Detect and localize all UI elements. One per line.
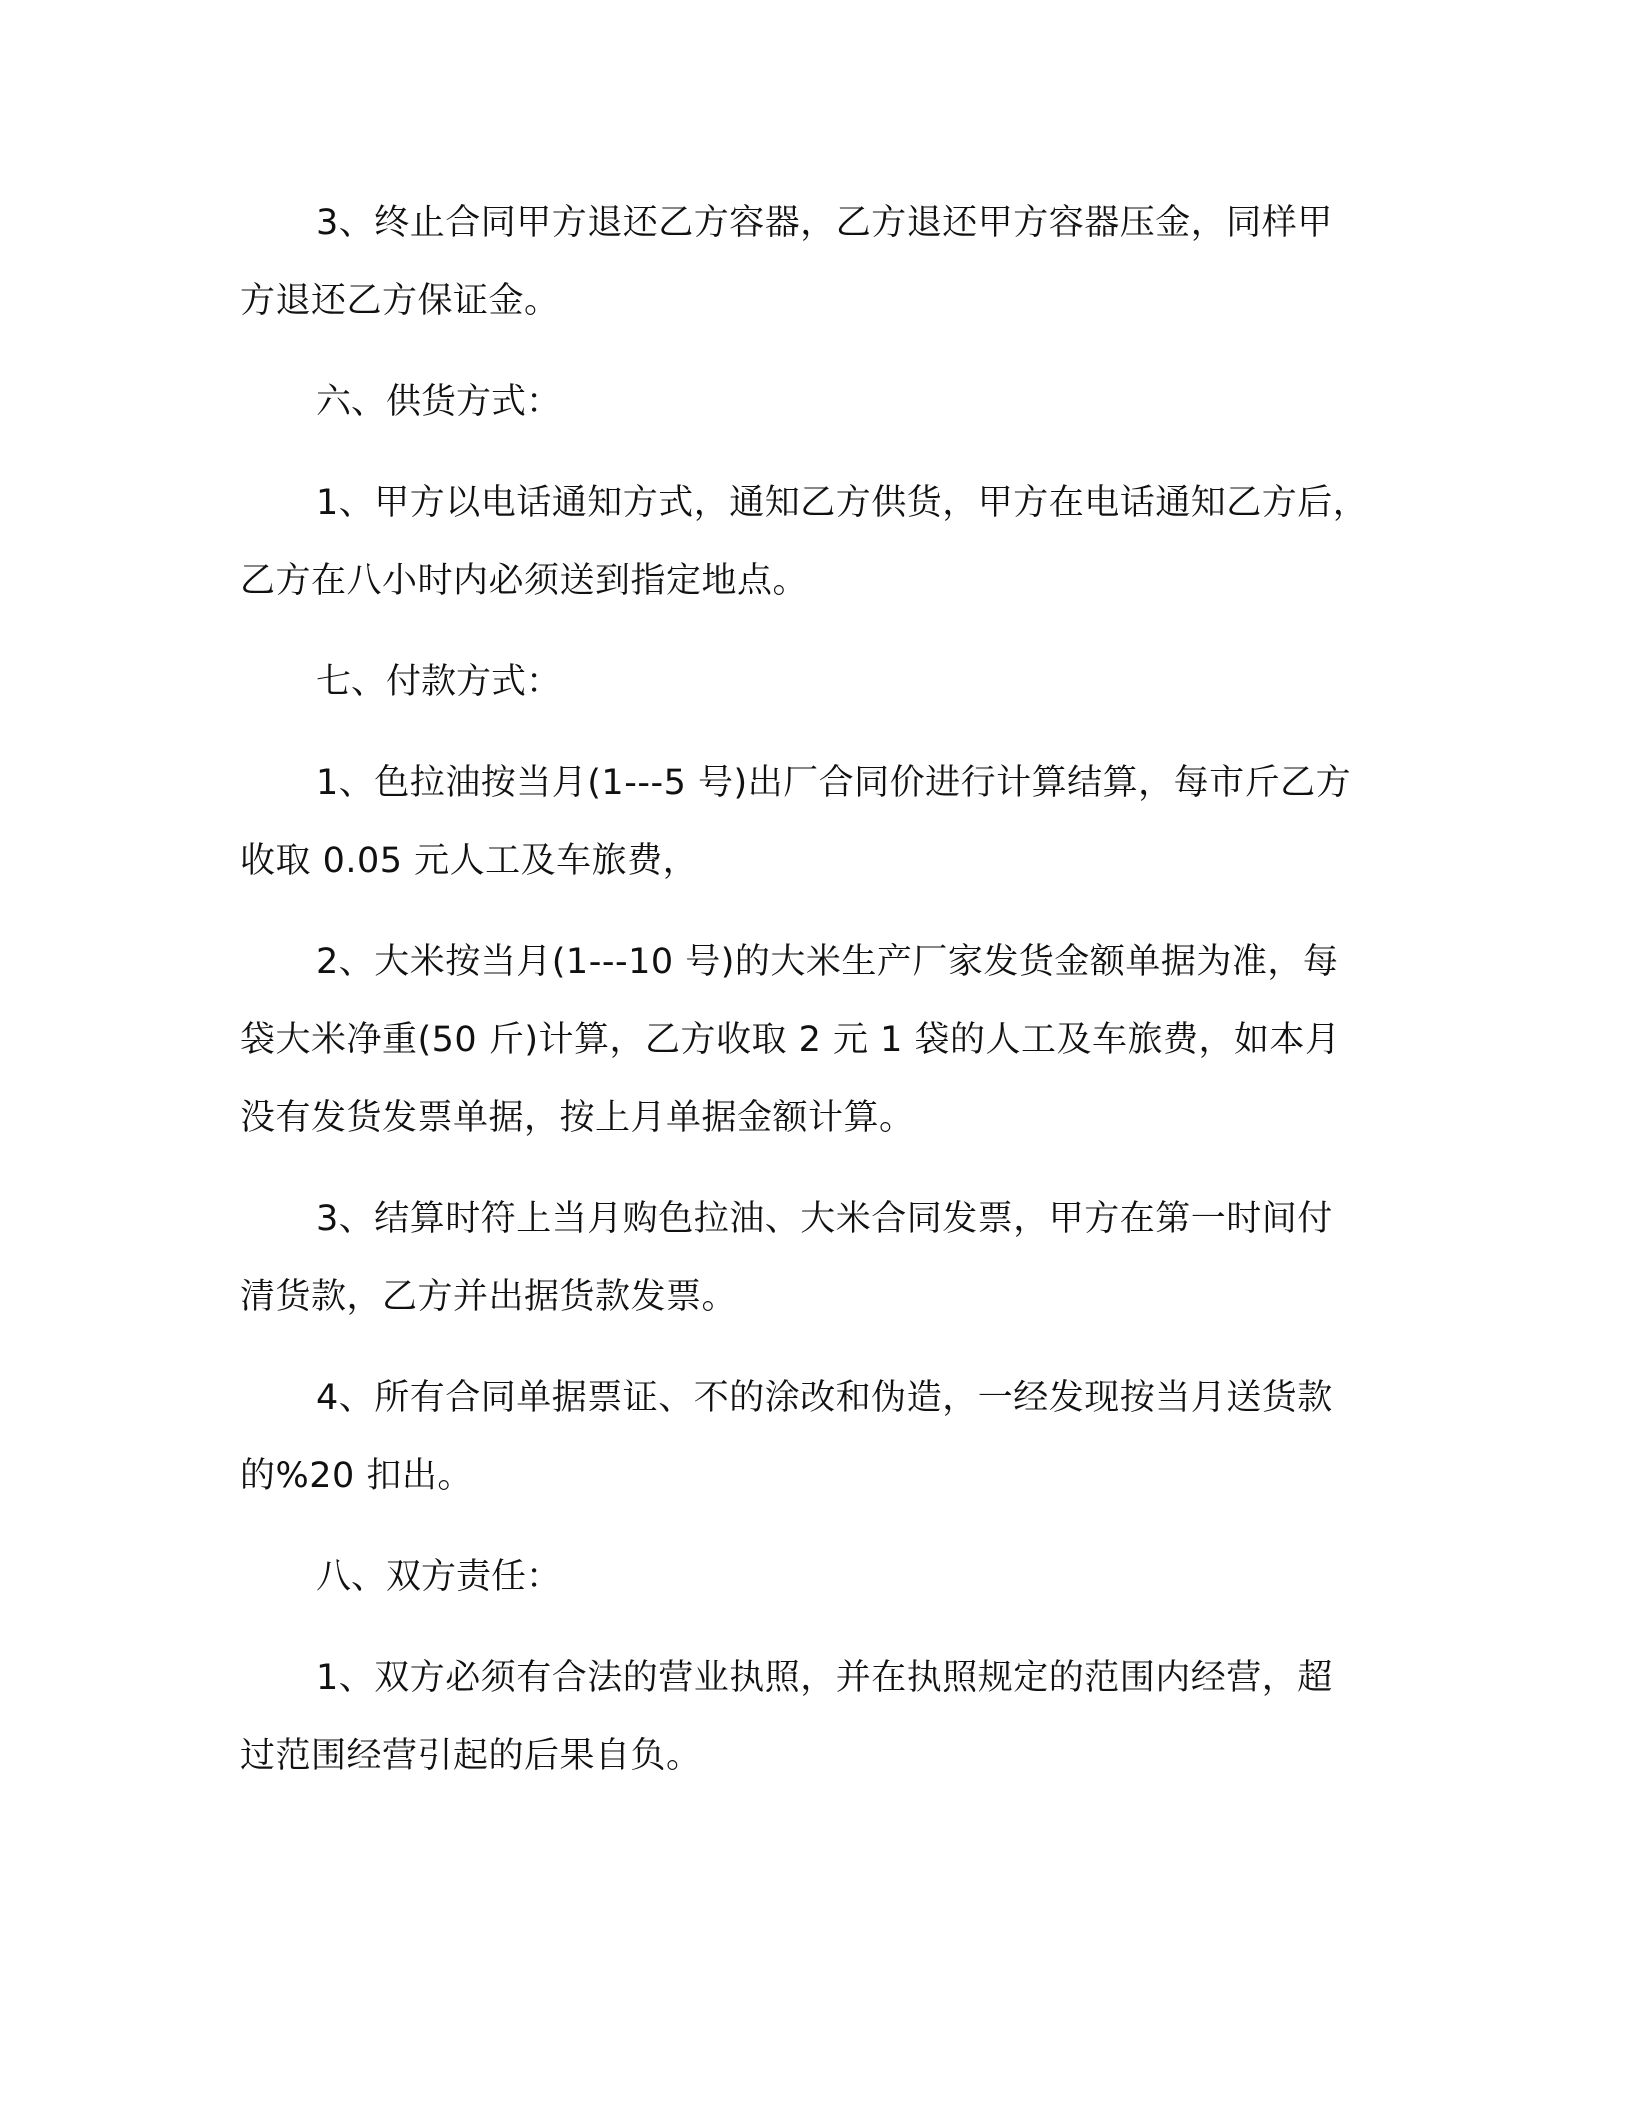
section-heading-responsibilities: 八、双方责任： <box>316 1557 562 1597</box>
section-heading-payment-method: 七、付款方式： <box>316 662 562 702</box>
text-line: 3、终止合同甲方退还乙方容器，乙方退还甲方容器压金，同样甲 <box>316 203 1333 243</box>
text-line: 没有发货发票单据，按上月单据金额计算。 <box>240 1098 915 1138</box>
text-line: 3、结算时符上当月购色拉油、大米合同发票，甲方在第一时间付 <box>316 1199 1333 1239</box>
text-line: 1、双方必须有合法的营业执照，并在执照规定的范围内经营，超 <box>316 1658 1333 1698</box>
clause-5-3 <box>240 184 1392 340</box>
text-line: 的%20 扣出。 <box>240 1456 473 1496</box>
text-line: 过范围经营引起的后果自负。 <box>240 1736 702 1776</box>
text-line: 袋大米净重(50 斤)计算，乙方收取 2 元 1 袋的人工及车旅费，如本月 <box>240 1020 1341 1060</box>
section-heading-supply-method: 六、供货方式： <box>316 382 562 422</box>
text-line: 收取 0.05 元人工及车旅费， <box>240 841 699 881</box>
text-line: 4、所有合同单据票证、不的涂改和伪造，一经发现按当月送货款 <box>316 1378 1333 1418</box>
text-line: 1、甲方以电话通知方式，通知乙方供货，甲方在电话通知乙方后， <box>316 483 1369 523</box>
text-line: 1、色拉油按当月(1---5 号)出厂合同价进行计算结算，每市斤乙方 <box>316 763 1352 803</box>
clause-7-4 <box>240 1359 1392 1515</box>
clause-7-3 <box>240 1180 1392 1336</box>
text-line: 方退还乙方保证金。 <box>240 281 560 321</box>
document-body <box>240 184 1392 1818</box>
clause-7-1 <box>240 744 1392 900</box>
clause-7-2 <box>240 923 1392 1157</box>
clause-8-1 <box>240 1639 1392 1795</box>
clause-6-1 <box>240 464 1392 620</box>
text-line: 2、大米按当月(1---10 号)的大米生产厂家发货金额单据为准，每 <box>316 942 1339 982</box>
text-line: 乙方在八小时内必须送到指定地点。 <box>240 561 809 601</box>
text-line: 清货款，乙方并出据货款发票。 <box>240 1277 738 1317</box>
